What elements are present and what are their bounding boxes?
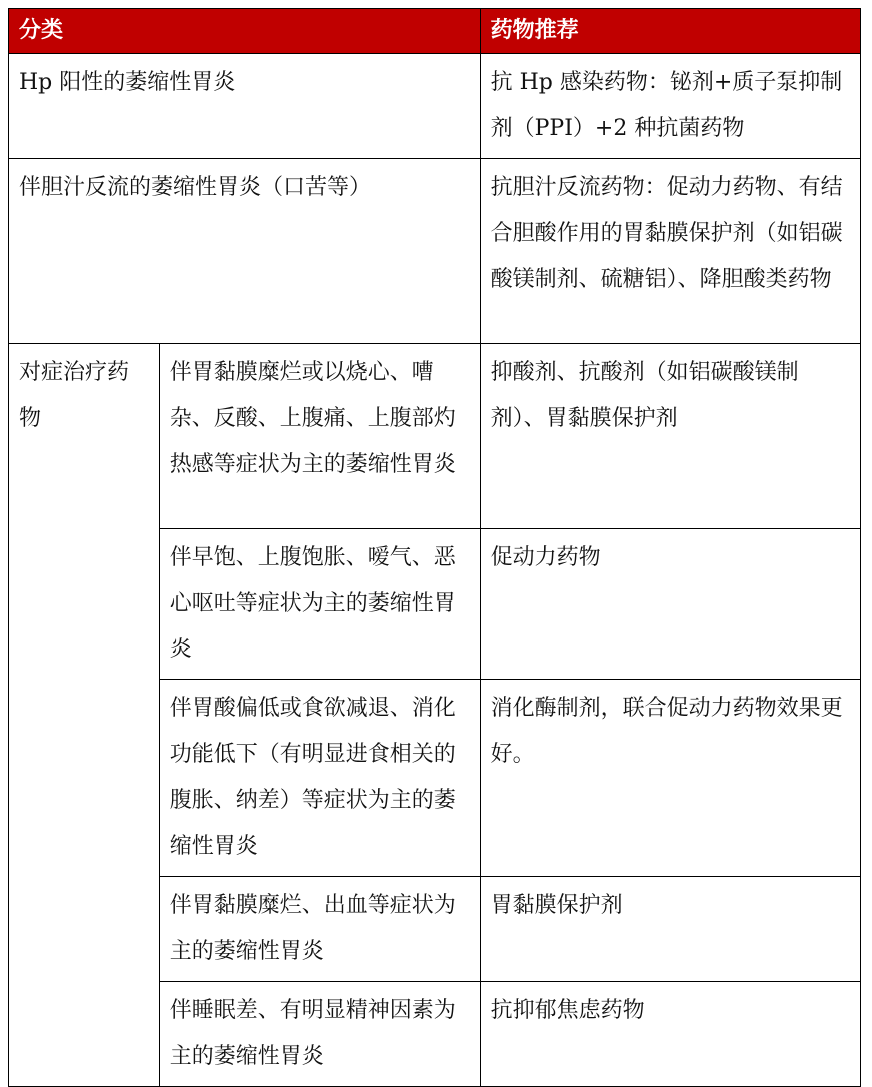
drug-cell: 胃黏膜保护剂 [480, 877, 860, 982]
drug-cell: 消化酶制剂，联合促动力药物效果更好。 [480, 680, 860, 877]
symptomatic-label: 对症治疗药物 [9, 344, 160, 1087]
table-row [9, 159, 861, 344]
category-cell: Hp 阳性的萎缩性胃炎 [9, 54, 481, 159]
symptom-cell: 伴胃酸偏低或食欲减退、消化功能低下（有明显进食相关的腹胀、纳差）等症状为主的萎缩性胃炎 [159, 680, 480, 877]
symptom-cell: 伴胃黏膜糜烂或以烧心、嘈杂、反酸、上腹痛、上腹部灼热感等症状为主的萎缩性胃炎 [159, 344, 480, 529]
header-category: 分类 [9, 9, 481, 54]
symptom-cell: 伴胃黏膜糜烂、出血等症状为主的萎缩性胃炎 [159, 877, 480, 982]
symptom-cell: 伴早饱、上腹饱胀、嗳气、恶心呕吐等症状为主的萎缩性胃炎 [159, 529, 480, 680]
category-cell: 伴胆汁反流的萎缩性胃炎（口苦等） [9, 159, 481, 344]
drug-cell: 抗抑郁焦虑药物 [480, 982, 860, 1087]
table-row [9, 54, 861, 159]
drug-cell: 促动力药物 [480, 529, 860, 680]
table-row [9, 344, 861, 529]
table-header-row [9, 9, 861, 54]
header-drug: 药物推荐 [480, 9, 860, 54]
drug-cell: 抗胆汁反流药物：促动力药物、有结合胆酸作用的胃黏膜保护剂（如铝碳酸镁制剂、硫糖铝）、降胆酸类药物 [480, 159, 860, 344]
symptom-cell: 伴睡眠差、有明显精神因素为主的萎缩性胃炎 [159, 982, 480, 1087]
drug-cell: 抑酸剂、抗酸剂（如铝碳酸镁制剂）、胃黏膜保护剂 [480, 344, 860, 529]
drug-recommendation-table [8, 8, 861, 1087]
drug-cell: 抗 Hp 感染药物：铋剂+质子泵抑制剂（PPI）+2 种抗菌药物 [480, 54, 860, 159]
